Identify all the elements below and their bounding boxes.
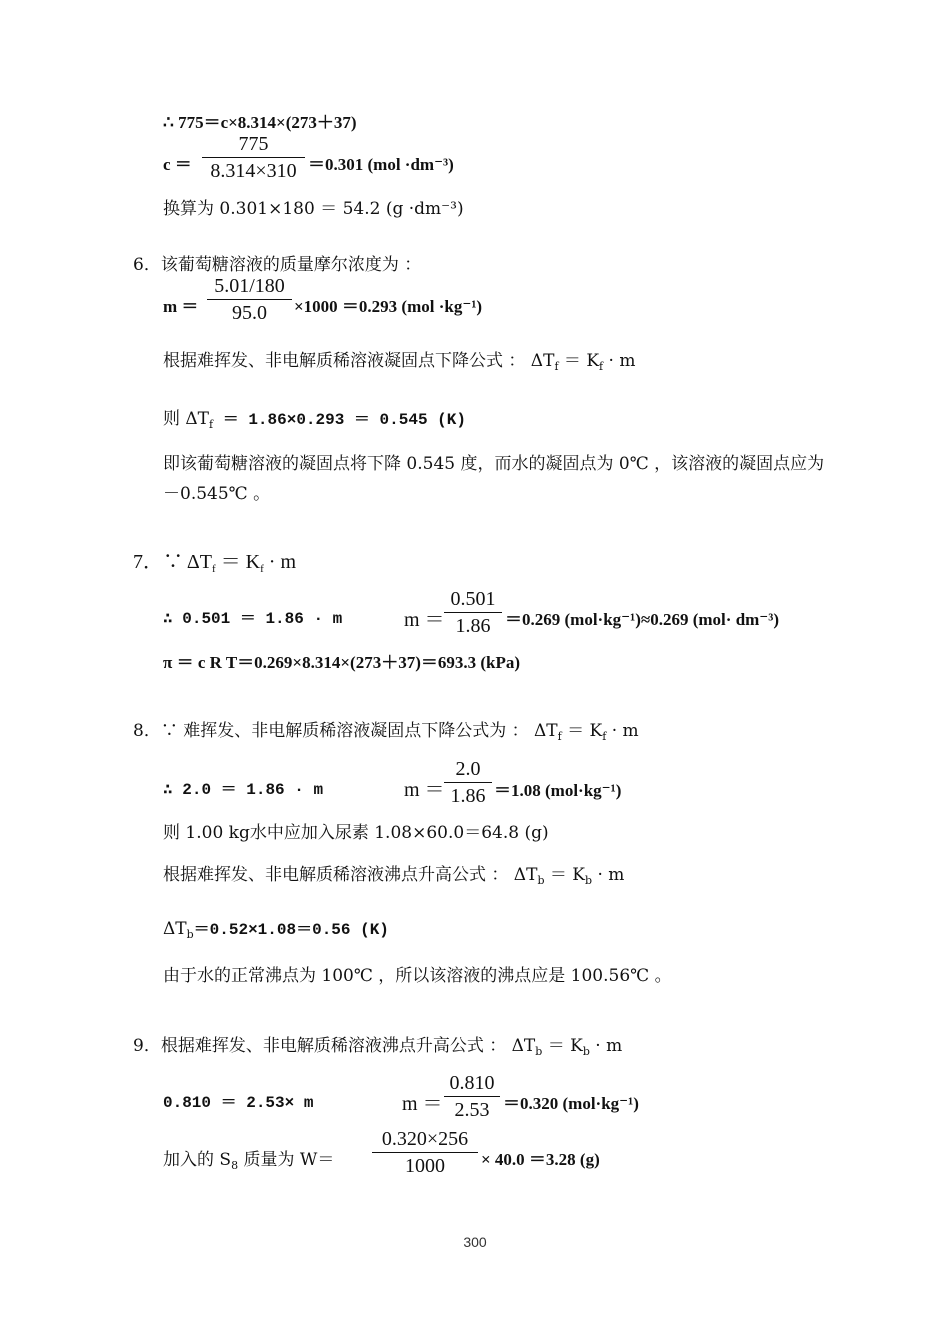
sub: b [582,1045,590,1058]
given-mid: ＝ K [215,551,261,573]
mass-result: × 40.0 ＝3.28 (g) [481,1150,600,1169]
freezing-calc [163,404,466,431]
fraction-numerator: 5.01/180 [214,275,285,297]
urea-line: 则 1.00 kg水中应加入尿素 1.08×60.0＝64.8 (g) [163,823,549,843]
formula-end: · m [603,351,636,371]
freezing-formula [163,346,635,373]
given-pre: 8．∵ 难挥发、非电解质稀溶液凝固点下降公式为 ： ΔT [133,721,558,741]
s8-mass-left [163,1145,334,1172]
conclusion-line-1: 即该葡萄糖溶液的凝固点将下降 0.545 度，而水的凝固点为 0℃ ，该溶液的凝固点应为 [163,454,825,474]
s9-m-left: m ＝ [402,1093,443,1115]
fraction-m6 [207,275,292,325]
page-number: 300 [463,1234,487,1250]
sub: f [554,360,559,373]
section-8-given [133,716,639,743]
boiling-formula [163,860,624,887]
sub: b [535,1045,543,1058]
boiling-calc [163,916,389,941]
sub: b [186,928,194,941]
fraction-denominator: 1000 [372,1152,478,1178]
fraction-denominator: 1.86 [444,612,502,638]
sub: 8 [231,1159,239,1172]
fraction-numerator: 0.810 [449,1072,495,1094]
given-mid: ＝ K [542,1036,583,1056]
boiling-conclusion: 由于水的正常沸点为 100℃ ，所以该溶液的沸点应是 100.56℃ 。 [163,966,672,986]
section-6-intro: 6．该葡萄糖溶液的质量摩尔浓度为 ： [133,255,422,275]
sub: b [537,874,545,887]
given-end: · m [606,721,639,741]
sub: b [585,874,593,887]
mass-pre: 加入的 S [163,1150,232,1170]
fraction-c [202,133,305,183]
sub: f [209,418,214,431]
s8-calc-left: ∴ 2.0 ＝ 1.86 · m [163,781,324,799]
fraction-denominator: 1.86 [444,782,492,808]
fraction-numerator: 775 [238,133,269,155]
s8-m-right: ＝1.08 (mol·kg⁻¹) [494,781,622,800]
eq-m-right: ×1000 ＝0.293 (mol ·kg⁻¹) [294,297,483,316]
fraction-m7 [444,588,502,638]
fraction-m9 [444,1072,500,1122]
sub: f [599,360,604,373]
fraction-numerator: 2.0 [455,758,481,780]
eq-m-left: m ＝ [163,297,199,316]
s8-m-left: m ＝ [404,779,445,801]
eq-c-left: c ＝ [163,155,192,174]
formula-mid: ＝ K [558,351,600,371]
formula-text: 根据难挥发、非电解质稀溶液沸点升高公式 ： ΔT [163,865,538,885]
s9-calc-left: 0.810 ＝ 2.53× m [163,1094,314,1112]
s9-m-right: ＝0.320 (mol·kg⁻¹) [503,1094,639,1113]
sub: f [602,730,607,743]
calc-post: ＝ 1.86×0.293 ＝ 0.545 (K) [213,411,466,429]
fraction-w [372,1128,478,1178]
formula-mid: ＝ K [544,865,585,885]
fraction-denominator: 95.0 [207,299,292,325]
fraction-m8 [444,758,492,808]
conversion-line: 换算为 0.301×180 ＝ 54.2 (g ·dm⁻³) [163,199,464,219]
fraction-numerator: 0.501 [450,588,496,610]
conclusion-line-2: －0.545℃ 。 [163,484,271,504]
sub: f [557,730,562,743]
given-mid: ＝ K [561,721,603,741]
sub: f [260,563,264,575]
fraction-numerator: 0.320×256 [381,1128,469,1150]
formula-text: 根据难挥发、非电解质稀溶液凝固点下降公式 ： ΔT [163,351,555,371]
calc-pre: 则 ΔT [163,409,210,429]
fraction-denominator: 2.53 [444,1096,500,1122]
equation-osmotic: ∴ 775＝c×8.314×(273＋37) [163,113,357,132]
sub: f [211,563,216,575]
s7-m-right: ＝0.269 (mol·kg⁻¹)≈0.269 (mol· dm⁻³) [505,610,780,629]
dt-pre: ΔT [163,919,187,939]
fraction-denominator: 8.314×310 [202,157,305,183]
mass-mid: 质量为 W＝ [238,1150,335,1170]
given-end: · m [263,551,296,573]
section-9-given [133,1031,622,1058]
s7-calc-left: ∴ 0.501 ＝ 1.86 · m [163,610,343,628]
formula-end: · m [592,865,625,885]
given-end: · m [589,1036,623,1056]
s7-m-left: m ＝ [404,609,445,631]
given-text: 9．根据难挥发、非电解质稀溶液沸点升高公式 ： ΔT [133,1036,536,1056]
dt-post: ＝0.52×1.08＝0.56 (K) [193,921,389,939]
given-pre: 7．∵ ΔT [133,551,212,573]
eq-c-right: ＝0.301 (mol ·dm⁻³) [308,155,454,174]
osmotic-pressure: π ＝ c R T＝0.269×8.314×(273＋37)＝693.3 (kPa) [163,653,521,672]
section-7-given [133,545,296,575]
